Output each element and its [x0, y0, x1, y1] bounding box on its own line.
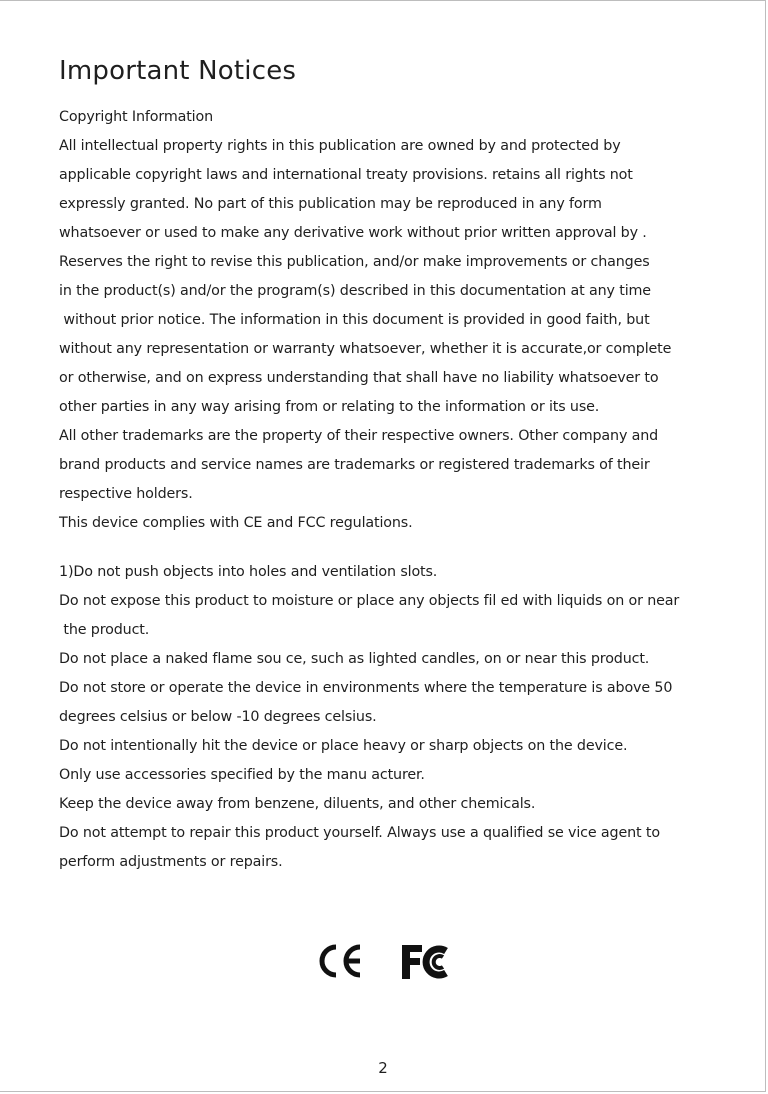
- safety-line: the product.: [59, 622, 150, 638]
- safety-line: Only use accessories specified by the manu acturer.: [59, 767, 425, 783]
- safety-line: Do not attempt to repair this product yourself. Always use a qualified se vice agent to: [59, 825, 660, 841]
- copyright-line: respective holders.: [59, 486, 193, 502]
- copyright-line: Copyright Information: [59, 109, 214, 125]
- copyright-line: applicable copyright laws and international treaty provisions. retains all rights not: [59, 167, 633, 183]
- copyright-line: brand products and service names are trademarks or registered trademarks of their: [59, 457, 650, 473]
- copyright-line: in the product(s) and/or the program(s) described in this documentation at any time: [59, 283, 651, 299]
- copyright-line: Reserves the right to revise this publication, and/or make improvements or changes: [59, 254, 650, 270]
- copyright-line: whatsoever or used to make any derivative work without prior written approval by .: [59, 225, 647, 241]
- copyright-line: All intellectual property rights in this publication are owned by and protected by: [59, 138, 621, 154]
- copyright-line: without any representation or warranty whatsoever, whether it is accurate,or complete: [59, 341, 672, 357]
- safety-line: degrees celsius or below -10 degrees celsius.: [59, 709, 377, 725]
- copyright-line: All other trademarks are the property of their respective owners. Other company and: [59, 428, 659, 444]
- copyright-section: [59, 103, 719, 538]
- safety-line: Do not intentionally hit the device or place heavy or sharp objects on the device.: [59, 738, 628, 754]
- safety-line: perform adjustments or repairs.: [59, 854, 283, 870]
- copyright-line: This device complies with CE and FCC regulations.: [59, 515, 413, 531]
- safety-line: Do not expose this product to moisture or place any objects fil ed with liquids on or near: [59, 593, 680, 609]
- safety-section: [59, 558, 719, 877]
- copyright-line: expressly granted. No part of this publication may be reproduced in any form: [59, 196, 602, 212]
- certification-logos: [312, 939, 462, 983]
- copyright-line: other parties in any way arising from or relating to the information or its use.: [59, 399, 600, 415]
- safety-line: Do not place a naked flame sou ce, such as lighted candles, on or near this product.: [59, 651, 650, 667]
- fcc-mark-icon: [402, 945, 446, 979]
- safety-line: Keep the device away from benzene, diluents, and other chemicals.: [59, 796, 536, 812]
- copyright-line: or otherwise, and on express understanding that shall have no liability whatsoever to: [59, 370, 659, 386]
- copyright-line: without prior notice. The information in this document is provided in good faith, but: [59, 312, 650, 328]
- page-number: 2: [378, 1059, 388, 1077]
- ce-mark-icon: [322, 947, 360, 975]
- page-title: Important Notices: [59, 56, 297, 86]
- safety-line: Do not store or operate the device in environments where the temperature is above 50: [59, 680, 673, 696]
- safety-line: 1)Do not push objects into holes and ventilation slots.: [59, 564, 438, 580]
